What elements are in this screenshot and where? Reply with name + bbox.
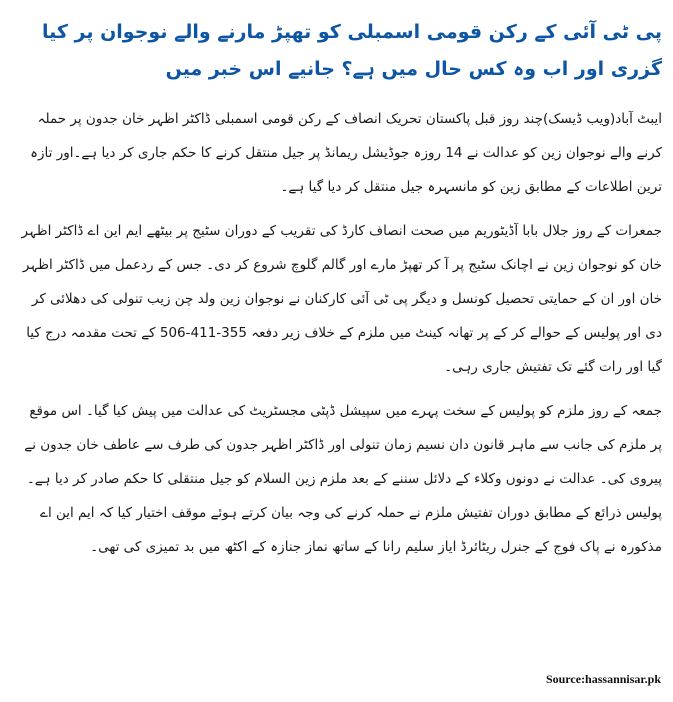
- article: [14, 14, 662, 574]
- article-paragraph-1: ایبٹ آباد(ویب ڈیسک)چند روز قبل پاکستان تحریک انصاف کے رکن قومی اسمبلی ڈاکٹر اظہر خان جدون پر حملہ کرنے والے نوجوان زین کو عدالت نے 14 روزہ جوڈیشل ریمانڈ پر جیل منتقل کرنے کا حکم جاری کر دیا ہے۔اور تازہ ترین اطلاعات کے مطابق زین کو مانسہرہ جیل منتقل کر دیا گیا ہے۔: [30, 111, 662, 195]
- source-credit: Source:hassannisar.pk: [545, 672, 661, 686]
- article-headline: پی ٹی آئی کے رکن قومی اسمبلی کو تھپڑ مارنے والے نوجوان پر کیا گزری اور اب وہ کس حال میں ہے؟ جانیے اس خبر میں: [41, 21, 662, 80]
- article-paragraph-2: جمعرات کے روز جلال بابا آڈیٹوریم میں صحت انصاف کارڈ کی تقریب کے دوران سٹیج پر بیٹھے ایم این اے ڈاکٹر اظہر خان کو نوجوان زین نے اچانک سٹیج پر آ کر تھپڑ مارے اور گالم گلوچ شروع کر دی۔ جس کے ردعمل میں ڈاکٹر اظہر خان اور ان کے حمایتی تحصیل کونسل و دیگر پی ٹی آئی کارکنان نے نوجوان زین ولد چن زیب تنولی کی دھلائی کر دی اور پولیس کے حوالے کر کے پر تھانہ کینٹ میں ملزم کے خلاف زیر دفعہ 355-411-506 کے تحت مقدمہ درج کیا گیا اور رات گئے تک تفتیش جاری رہی۔: [21, 223, 662, 375]
- article-paragraph-3: جمعہ کے روز ملزم کو پولیس کے سخت پہرے میں سپیشل ڈپٹی مجسٹریٹ کی عدالت میں پیش کیا گیا۔ اس موقع پر ملزم کی جانب سے ماہر قانون دان نسیم زمان تنولی اور ڈاکٹر اظہر جدون کی طرف سے عاطف خان جدون نے پیروی کی۔ عدالت نے دونوں وکلاء کے دلائل سننے کے بعد ملزم زین السلام کو جیل منتقلی کا حکم صادر کر دیا ہے۔ پولیس ذرائع کے مطابق دوران تفتیش ملزم نے حملہ کرنے کی وجہ بیان کرتے ہوئے موقف اختیار کیا کہ ایم این اے مذکورہ نے پاک فوج کے جنرل ریٹائرڈ ایاز سلیم رانا کے ساتھ نماز جنازہ کے اکٹھ میں بد تمیزی کی تھی۔: [24, 403, 662, 555]
